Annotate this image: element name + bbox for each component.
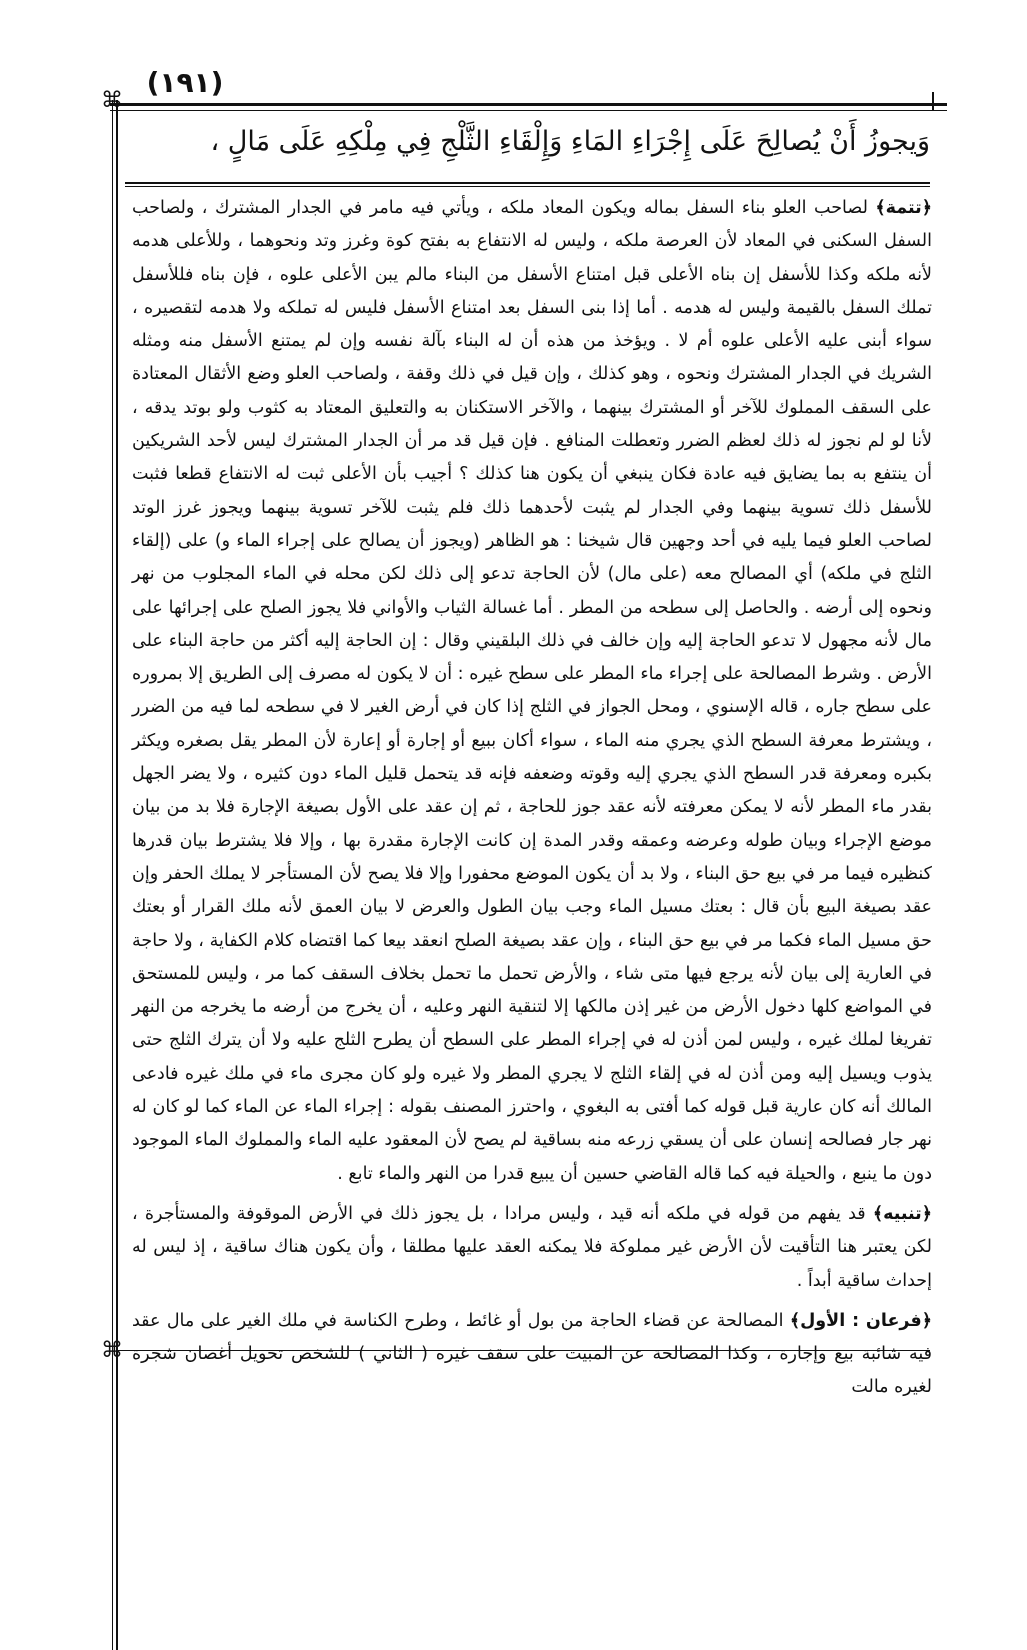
matn-divider [125,182,930,184]
top-rule [110,103,947,106]
bottom-rule [118,1350,930,1351]
matn-divider-thin [125,186,930,187]
furu-paragraph [132,1305,932,1405]
tatimma-label: ﴿تتمة﴾ [875,198,932,218]
right-frame-tick [932,92,934,110]
tanbih-label: ﴿تنبيه﴾ [872,1203,932,1224]
commentary-body [132,192,932,1405]
matn-text: وَيجوزُ أَنْ يُصالِحَ عَلَى إِجْرَاءِ المَاءِ وَإِلْقَاءِ الثَّلْجِ فِي مِلْكِهِ عَلَى مَالٍ ، [210,126,930,157]
left-frame-line-inner [112,100,113,1650]
furu-label: ﴿فرعان : الأول﴾ [789,1310,932,1331]
tanbih-paragraph [132,1198,932,1298]
furu-text: المصالحة عن قضاء الحاجة من بول أو غائط ، وطرح الكناسة في ملك الغير على مال عقد فيه شائبة بيع وإجارة ، وكذا المصالحة عن المبيت على سقف غيره ( الثاني ) للشخص تحويل أغصان شجرة لغيره مالت [132,1310,932,1398]
tatimma-text: لصاحب العلو بناء السفل بماله ويكون المعاد ملكه ، ويأتي فيه مامر في الجدار المشترك ، ولصاحب السفل السكنى في المعاد لأن العرصة ملكه ، وليس له الانتفاع به بفتح كوة وغرز وتد ونحوهما ، وللأعلى هدمه لأنه ملكه وكذا للأسفل إن بناه الأعلى قبل امتناع الأسفل من البناء مالم يبن الأعلى علوه ، فإن بناه فللأسفل تملك السفل بالقيمة وليس له هدمه . أما إذا بنى السفل بعد امتناع الأسفل فليس له تملكه ولا هدمه لتقصيره ، سواء أبنى عليه الأعلى علوه أم لا . ويؤخذ من هذه أن له البناء بآلة نفسه وإن لم يمتنع الأسفل منه ومثله الشريك في الجدار المشترك ونحوه ، وهو كذلك ، وإن قيل في ذلك وقفة ، ولصاحب العلو وضع الأثقال المعتادة على السقف المملوك للآخر أو المشترك بينهما ، والآخر الاستكنان به والتعليق المعتاد به كثوب ولو بوتد يدقه ، لأنا لو لم نجوز له ذلك لعظم الضرر وتعطلت المنافع . فإن قيل قد مر أن الجدار المشترك ليس لأحد الشريكين أن ينتفع به بما يضايق فيه عادة فكان ينبغي أن يكون هنا كذلك ؟ أجيب بأن الأعلى ثبت له الانتفاع قطعا فثبت للأسفل ذلك تسوية بينهما وفي الجدار لم يثبت لأحدهما ذلك فلم يثبت للآخر تسوية بينهما ويجوز غرز الوتد لصاحب العلو فيما يليه في أحد وجهين قال شيخنا : هو الظاهر (ويجوز أن يصالح على إجراء الماء و) على (إلقاء الثلج في ملكه) أي المصالح معه (على مال) لأن الحاجة تدعو إلى ذلك لكن محله في الماء المجلوب من نهر ونحوه إلى أرضه . والحاصل إلى سطحه من المطر . أما غسالة الثياب والأواني فلا يجوز الصلح على إجرائها على مال لأنه مجهول لا تدعو الحاجة إليه وإن خالف في ذلك البلقيني وقال : إن الحاجة إليه أكثر من حاجة البناء على الأرض . وشرط المصالحة على إجراء ماء المطر على سطح غيره : أن لا يكون له مصرف إلى الطريق إلا بمروره على سطح جاره ، قاله الإسنوي ، ومحل الجواز في الثلج إذا كان في أرض الغير لا في سطحه لما فيه من الضرر ، ويشترط معرفة السطح الذي يجري منه الماء ، سواء أكان ببيع أو إجارة أو إعارة لأن المطر يقل بصغره ويكثر بكبره ومعرفة قدر السطح الذي يجري إليه وقوته وضعفه فإنه قد يتحمل قليل الماء دون كثيره ، ولا يضر الجهل بقدر ماء المطر لأنه لا يمكن معرفته لأنه عقد جوز للحاجة ، ثم إن عقد على الأول بصيغة الإجارة فلا بد من بيان موضع الإجراء وبيان طوله وعرضه وعمقه وقدر المدة إن كانت الإجارة مقدرة بها ، وإلا فلا يشترط بيان قدرها كنظيره فيما مر في بيع حق البناء ، ولا بد أن يكون الموضع محفورا وإلا فلا يصح لأن المستأجر لا يملك الحفر وإن عقد بصيغة البيع بأن قال : بعتك مسيل الماء وجب بيان الطول والعرض لا بيان العمق لأنه ملك القرار أو بعتك حق مسيل الماء فكما مر في بيع حق البناء ، وإن عقد بصيغة الصلح انعقد بيعا كما اقتضاه كلام الكفاية ، ولا حاجة في العارية إلى بيان لأنه يرجع فيها متى شاء ، والأرض تحمل ما تحمل بخلاف السقف كما مر ، وليس للمستحق في المواضع كلها دخول الأرض من غير إذن مالكها إلا لتنقية النهر وعليه ، أن يخرج من أرضه ما يخرجه من النهر تفريغا لملك غيره ، وليس لمن أذن له في إجراء المطر على السطح أن يطرح الثلج عليه ولا أن يترك الثلج حتى يذوب ويسيل إليه ومن أذن له في إلقاء الثلج لا يجري المطر ولا غيره ولو كان مجرى ماء في ملك غيره فادعى المالك أنه كان عارية قبل قوله كما أفتى به البغوي ، واحترز المصنف بقوله : إجراء الماء عن الماء كما لو كان له نهر جار فصالحه إنسان على أن يسقي زرعه منه بساقية لم يصح لأن المعقود عليه الماء والمملوك الماء الموجود دون ما ينبع ، والحيلة فيه كما قاله القاضي حسين أن يبيع قدرا من النهر والماء تابع . [132,198,932,1184]
page-number: (١٩١) [146,66,224,99]
frame-ornament-icon: ⌘ [101,88,123,113]
tatimma-paragraph [132,192,932,1191]
tanbih-text: قد يفهم من قوله في ملكه أنه قيد ، وليس مرادا ، بل يجوز ذلك في الأرض الموقوفة والمستأجرة ، لكن يعتبر هنا التأقيت لأن الأرض غير مملوكة فلا يمكنه العقد عليها مطلقا ، وأن يكون هناك ساقية ، إذ ليس له إحداث ساقية أبداً . [132,1203,932,1291]
frame-ornament-bottom-icon: ⌘ [101,1338,123,1363]
top-rule-thin [110,110,947,111]
left-frame-line [116,100,118,1650]
